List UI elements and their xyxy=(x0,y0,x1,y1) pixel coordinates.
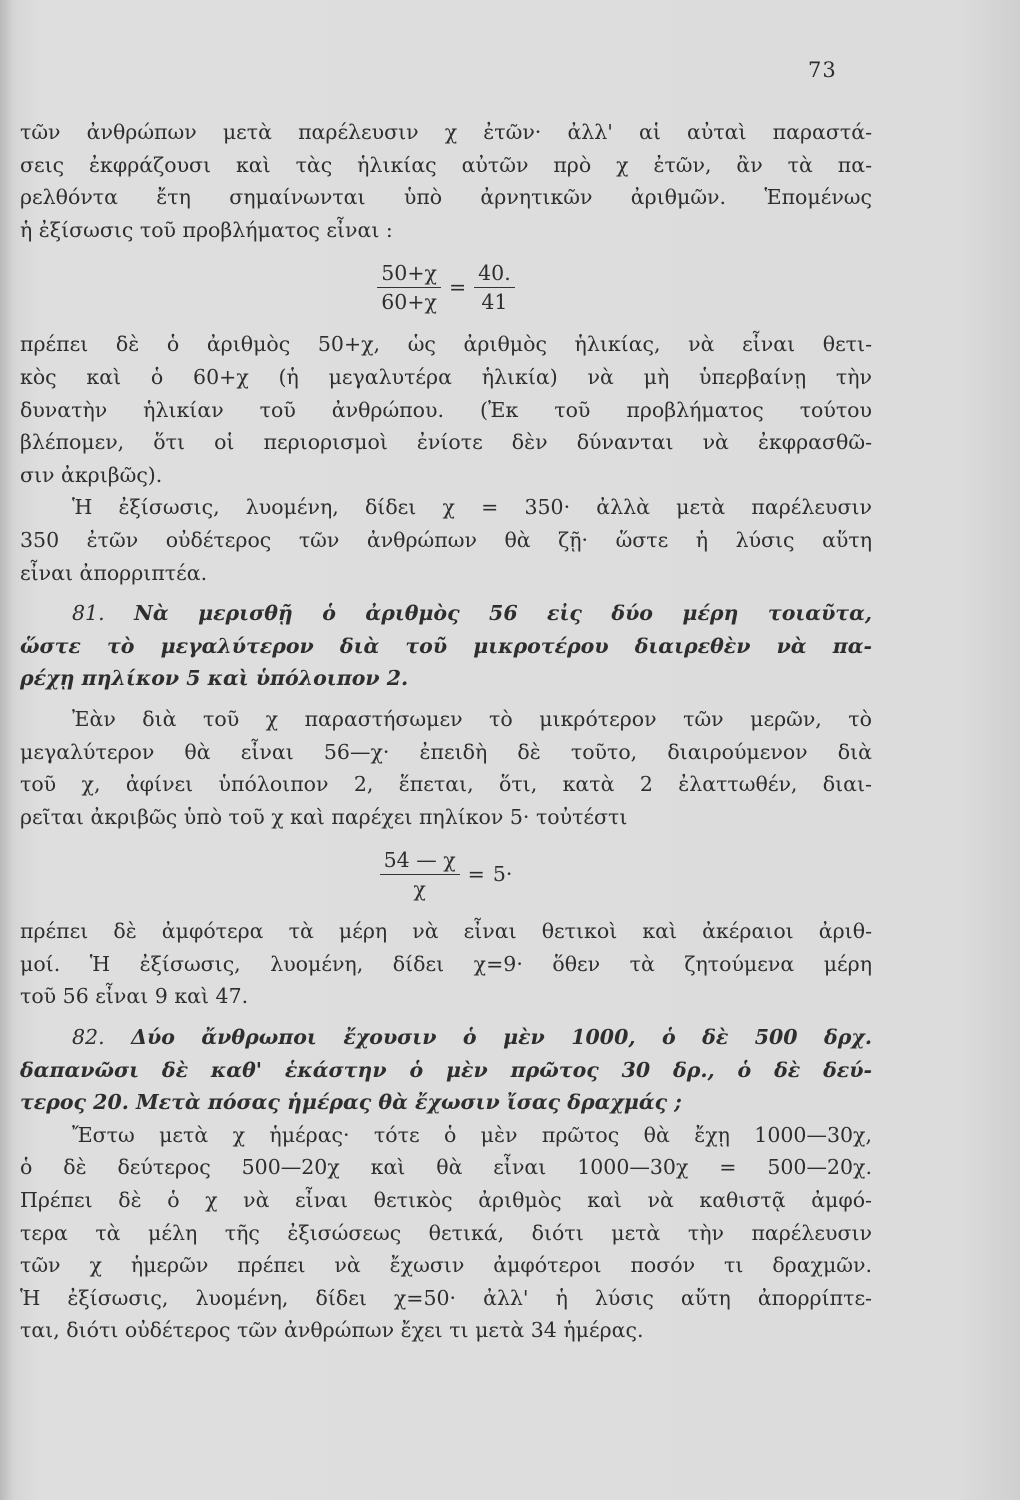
problem-82-heading xyxy=(20,1021,872,1054)
text-line: κὸς καὶ ὁ 60+χ (ἡ μεγαλυτέρα ἡλικία) νὰ μὴ ὑπερβαίνῃ τὴν xyxy=(20,364,872,389)
problem-text-line: ρέχῃ πηλίκον 5 καὶ ὑπόλοιπον 2. xyxy=(20,666,409,691)
fraction-left xyxy=(377,259,441,316)
text-line: ἡ ἐξίσωσις τοῦ προβλήματος εἶναι : xyxy=(20,217,393,242)
text-line: τοῦ 56 εἶναι 9 καὶ 47. xyxy=(20,984,249,1009)
text-line: ρεῖται ἀκριβῶς ὑπὸ τοῦ χ καὶ παρέχει πηλίκον 5· τοὐτέστι xyxy=(20,804,628,829)
problem-text-line: ὥστε τὸ μεγαλύτερον διὰ τοῦ μικροτέρου διαιρεθὲν νὰ πα- xyxy=(20,633,872,658)
equation-age xyxy=(20,246,872,328)
text-line: ὁ δὲ δεύτερος 500—20χ καὶ θὰ εἶναι 1000—30χ = 500—20χ. xyxy=(20,1155,872,1180)
denominator: 41 xyxy=(481,289,508,314)
denominator: 60+χ xyxy=(381,289,437,314)
equation-division xyxy=(20,833,872,915)
text-line: πρέπει δὲ ἀμφότερα τὰ μέρη νὰ εἶναι θετικοὶ καὶ ἀκέραιοι ἀριθ- xyxy=(20,919,872,944)
problem-number: 81. xyxy=(72,601,105,626)
numerator: 54 — χ xyxy=(383,847,456,872)
problem-number: 82. xyxy=(72,1025,105,1050)
equation-right: 5· xyxy=(492,861,513,886)
fraction-right xyxy=(474,259,515,316)
text-line: ται, διότι οὐδέτερος τῶν ἀνθρώπων ἔχει τι μετὰ 34 ἡμέρας. xyxy=(20,1318,644,1343)
numerator: 50+χ xyxy=(381,260,437,285)
text-line: Ἔστω μετὰ χ ἡμέρας· τότε ὁ μὲν πρῶτος θὰ ἔχῃ 1000—30χ, xyxy=(72,1122,872,1147)
text-line: τοῦ χ, ἀφίνει ὑπόλοιπον 2, ἕπεται, ὅτι, κατὰ 2 ἐλαττωθέν, διαι- xyxy=(20,772,872,797)
page-text xyxy=(20,116,872,1347)
problem-text-line: δαπανῶσι δὲ καθ' ἑκάστην ὁ μὲν πρῶτος 30 δρ., ὁ δὲ δεύ- xyxy=(20,1057,872,1082)
denominator: χ xyxy=(413,876,426,901)
text-line: σεις ἐκφράζουσι καὶ τὰς ἡλικίας αὐτῶν πρὸ χ ἐτῶν, ἂν τὰ πα- xyxy=(20,152,872,177)
text-line: μεγαλύτερον θὰ εἶναι 56—χ· ἐπειδὴ δὲ τοῦτο, διαιρούμενον διὰ xyxy=(20,739,872,764)
text-line: τῶν ἀνθρώπων μετὰ παρέλευσιν χ ἐτῶν· ἀλλ' αἱ αὐταὶ παραστά- xyxy=(20,120,872,144)
problem-text-line: τερος 20. Μετὰ πόσας ἡμέρας θὰ ἔχωσιν ἴσας δραχμάς ; xyxy=(20,1090,682,1115)
text-line: εἶναι ἀπορριπτέα. xyxy=(20,560,208,585)
text-line: σιν ἀκριβῶς). xyxy=(20,462,163,487)
numerator: 40. xyxy=(478,260,511,285)
page-number: 73 xyxy=(808,58,837,82)
equals-sign: = xyxy=(448,275,467,300)
text-line: δυνατὴν ἡλικίαν τοῦ ἀνθρώπου. (Ἐκ τοῦ προβλήματος τούτου xyxy=(20,397,872,422)
text-line: βλέπομεν, ὅτι οἱ περιορισμοὶ ἐνίοτε δὲν δύνανται νὰ ἐκφρασθῶ- xyxy=(20,430,872,455)
text-line: τερα τὰ μέλη τῆς ἐξισώσεως θετικά, διότι μετὰ τὴν παρέλευσιν xyxy=(20,1220,872,1245)
text-line: τῶν χ ἡμερῶν πρέπει νὰ ἔχωσιν ἀμφότεροι ποσόν τι δραχμῶν. xyxy=(20,1253,872,1278)
text-line: 350 ἐτῶν οὐδέτερος τῶν ἀνθρώπων θὰ ζῇ· ὥστε ἡ λύσις αὕτη xyxy=(20,527,872,552)
problem-text: Δύο ἄνθρωποι ἔχουσιν ὁ μὲν 1000, ὁ δὲ 500 δρχ. xyxy=(131,1025,872,1050)
text-line: Ἡ ἐξίσωσις, λυομένη, δίδει χ=50· ἀλλ' ἡ λύσις αὕτη ἀπορρίπτε- xyxy=(20,1285,872,1310)
text-line: Ἐὰν διὰ τοῦ χ παραστήσωμεν τὸ μικρότερον τῶν μερῶν, τὸ xyxy=(72,706,872,731)
text-line: ρελθόντα ἔτη σημαίνωνται ὑπὸ ἀρνητικῶν ἀριθμῶν. Ἑπομένως xyxy=(20,185,872,210)
fraction xyxy=(380,846,460,903)
text-line: πρέπει δὲ ὁ ἀριθμὸς 50+χ, ὡς ἀριθμὸς ἡλικίας, νὰ εἶναι θετι- xyxy=(20,332,872,357)
problem-text: Νὰ μερισθῇ ὁ ἀριθμὸς 56 εἰς δύο μέρη τοιαῦτα, xyxy=(134,601,873,626)
problem-81-heading xyxy=(20,597,872,630)
text-line: μοί. Ἡ ἐξίσωσις, λυομένη, δίδει χ=9· ὅθεν τὰ ζητούμενα μέρη xyxy=(20,951,872,976)
text-line: Ἡ ἐξίσωσις, λυομένη, δίδει χ = 350· ἀλλὰ μετὰ παρέλευσιν xyxy=(72,495,872,520)
text-line: Πρέπει δὲ ὁ χ νὰ εἶναι θετικὸς ἀριθμὸς καὶ νὰ καθιστᾷ ἀμφό- xyxy=(20,1188,872,1213)
equals-sign: = xyxy=(467,861,485,886)
